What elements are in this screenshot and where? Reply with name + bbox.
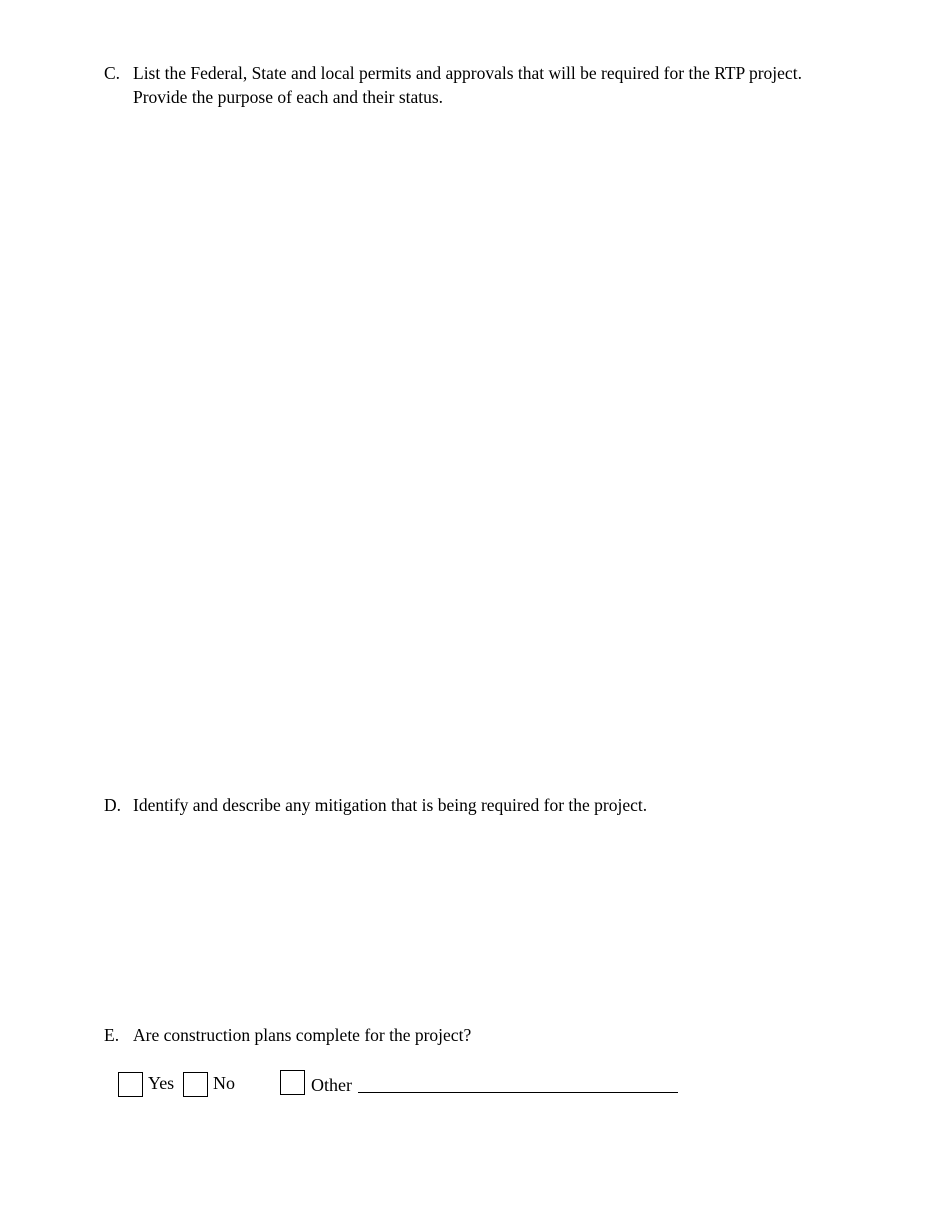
yes-checkbox[interactable] bbox=[118, 1072, 143, 1097]
no-checkbox[interactable] bbox=[183, 1072, 208, 1097]
question-c bbox=[104, 61, 824, 109]
question-c-text: List the Federal, State and local permits and approvals that will be required for the RTP project. Provide the purpose of each and their status. bbox=[133, 63, 802, 107]
question-d bbox=[104, 793, 824, 817]
yes-label: Yes bbox=[148, 1073, 175, 1093]
other-label: Other bbox=[311, 1075, 352, 1095]
other-checkbox[interactable] bbox=[280, 1070, 305, 1095]
question-d-answer-area[interactable] bbox=[133, 825, 823, 1010]
question-c-answer-area[interactable] bbox=[133, 118, 823, 778]
question-e-letter: E. bbox=[104, 1025, 120, 1045]
question-e bbox=[104, 1023, 824, 1047]
question-c-letter: C. bbox=[104, 63, 121, 83]
other-text-field[interactable] bbox=[358, 1073, 678, 1093]
no-label: No bbox=[213, 1073, 235, 1093]
question-e-text: Are construction plans complete for the project? bbox=[133, 1025, 472, 1045]
question-d-text: Identify and describe any mitigation that is being required for the project. bbox=[133, 795, 648, 815]
question-d-letter: D. bbox=[104, 795, 122, 815]
